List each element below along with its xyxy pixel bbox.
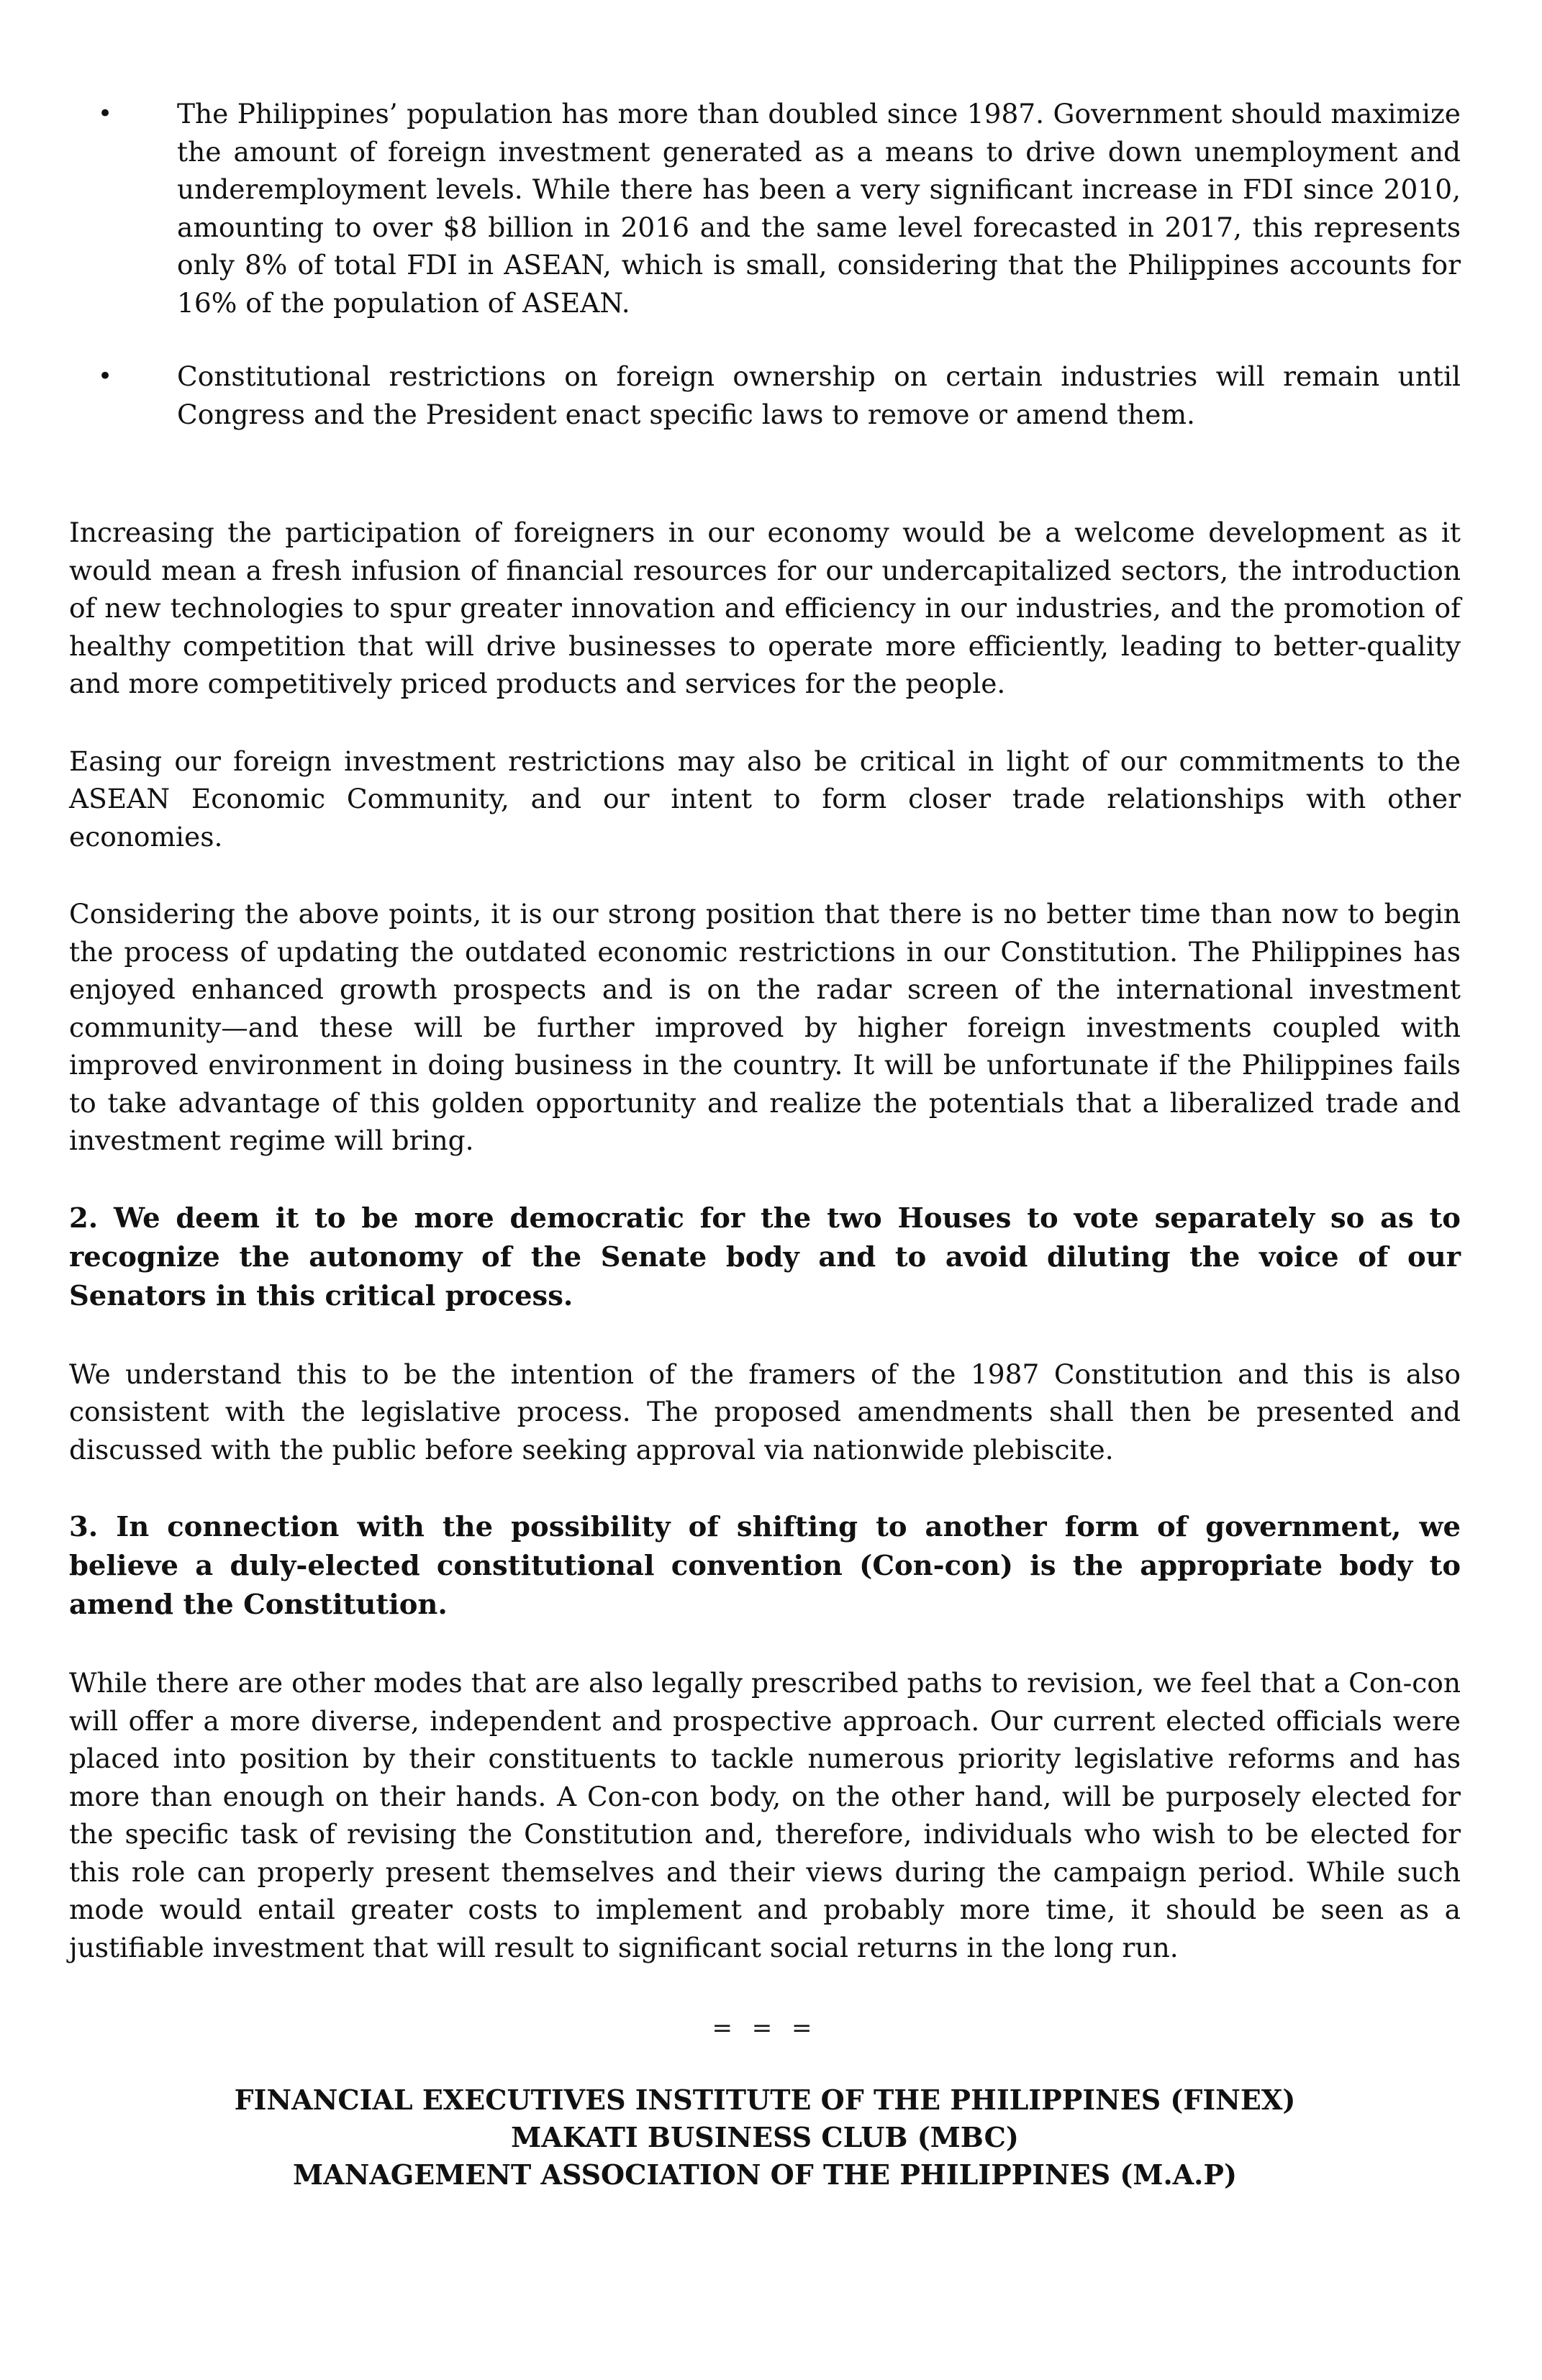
bullet-icon: • — [98, 99, 113, 128]
bullet-text: Constitutional restrictions on foreign ownership on certain industries will remain until Congress and the President enact specific laws to remove or amend them. — [177, 360, 1461, 430]
bullet-text: The Philippines’ population has more than doubled since 1987. Government should maximize the amount of foreign investment generated as a means to drive down unemployment and underemployment levels. While there has been a very significant increase in FDI since 2010, amounting to over $8 billion in 2016 and the same level forecasted in 2017, this represents only 8% of total FDI in ASEAN, which is small, considering that the Philippines accounts for 16% of the population of ASEAN. — [177, 98, 1461, 319]
paragraph-asean-commitments: Easing our foreign investment restrictions may also be critical in light of our commitments to the ASEAN Economic Community, and our intent to form closer trade relationships with other economies. — [69, 745, 1461, 853]
heading-point-2: 2. We deem it to be more democratic for the two Houses to vote separately so as to recognize the autonomy of the Senate body and to avoid diluting the voice of our Senators in this critical process. — [69, 1202, 1461, 1312]
bullet-item-restrictions — [69, 358, 1461, 433]
bullet-icon: • — [98, 362, 113, 391]
signatory-finex: FINANCIAL EXECUTIVES INSTITUTE OF THE PHILIPPINES (FINEX) — [234, 2084, 1296, 2116]
section-separator: = = = — [712, 2014, 818, 2043]
bullet-list — [69, 95, 1461, 433]
signatory-mbc: MAKATI BUSINESS CLUB (MBC) — [511, 2121, 1019, 2153]
signatories-block — [69, 2081, 1461, 2194]
paragraph-foreign-participation: Increasing the participation of foreigners in our economy would be a welcome development as it would mean a fresh infusion of financial resources for our undercapitalized sectors, the introduction of new technologies to spur greater innovation and efficiency in our industries, and the promotion of healthy competition that will drive businesses to operate more efficiently, leading to better-quality and more competitively priced products and services for the people. — [69, 517, 1461, 699]
paragraph-con-con: While there are other modes that are also legally prescribed paths to revision, we feel that a Con-con will offer a more diverse, independent and prospective approach. Our current elected officials were placed into position by their constituents to tackle numerous priority legislative reforms and has more than enough on their hands. A Con-con body, on the other hand, will be purposely elected for the specific task of revising the Constitution and, therefore, individuals who wish to be elected for this role can properly present themselves and their views during the campaign period. While such mode would entail greater costs to implement and probably more time, it should be seen as a justifiable investment that will result to significant social returns in the long run. — [69, 1667, 1461, 1963]
bullet-item-population — [69, 95, 1461, 322]
paragraph-strong-position: Considering the above points, it is our strong position that there is no better time than now to begin the process of updating the outdated economic restrictions in our Constitution. The Philippines has enjoyed enhanced growth prospects and is on the radar screen of the international investment community—and these will be further improved by higher foreign investments coupled with improved environment in doing business in the country. It will be unfortunate if the Philippines fails to take advantage of this golden opportunity and realize the potentials that a liberalized trade and investment regime will bring. — [69, 898, 1461, 1156]
heading-point-3: 3. In connection with the possibility of shifting to another form of government, we believe a duly-elected constitutional convention (Con-con) is the appropriate body to amend the Constitution. — [69, 1511, 1461, 1621]
signatory-map: MANAGEMENT ASSOCIATION OF THE PHILIPPINES (M.A.P) — [293, 2158, 1237, 2191]
paragraph-framers-intention: We understand this to be the intention of the framers of the 1987 Constitution and this is also consistent with the legislative process. The proposed amendments shall then be presented and discussed with the public before seeking approval via nationwide plebiscite. — [69, 1358, 1461, 1466]
